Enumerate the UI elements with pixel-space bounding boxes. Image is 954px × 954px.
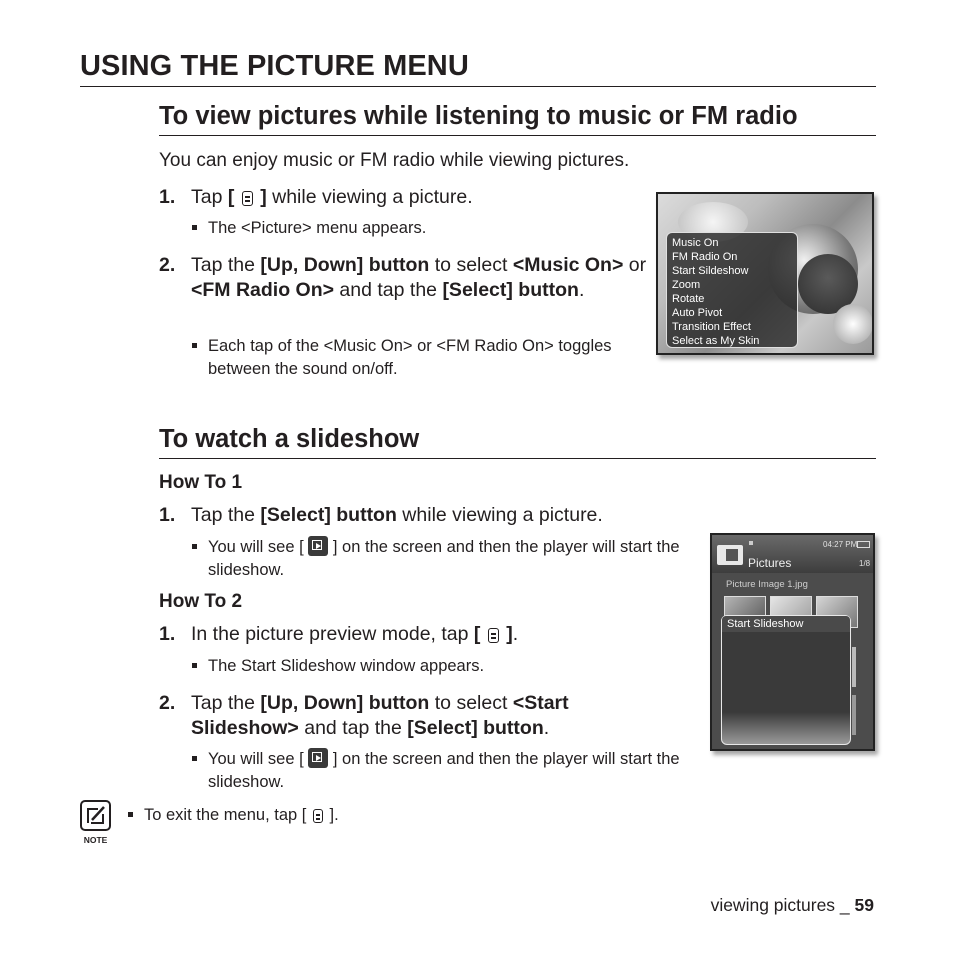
- popup-item-start-slideshow[interactable]: Start Slideshow: [722, 616, 850, 632]
- howto2-step2: 2. Tap the [Up, Down] button to select <Start Slideshow> and tap the [Select] button.: [159, 692, 569, 739]
- section1-heading: To view pictures while listening to music or FM radio: [159, 102, 798, 130]
- picture-menu-screenshot: [656, 192, 874, 355]
- menu-item-auto-pivot[interactable]: Auto Pivot: [672, 307, 723, 319]
- thumbnail-edge: [852, 647, 856, 687]
- start-slideshow-popup[interactable]: [721, 615, 851, 745]
- title-rule: [80, 86, 876, 87]
- howto2-step1: 1. In the picture preview mode, tap [ ].: [159, 623, 519, 645]
- bullet-marker: [192, 663, 197, 668]
- picture-count: 1/8: [859, 559, 871, 568]
- howto1-label: How To 1: [159, 472, 243, 493]
- note-text: To exit the menu, tap [ ].: [128, 804, 528, 827]
- bullet-marker: [128, 812, 133, 817]
- bullet-marker: [192, 343, 197, 348]
- menu-item-start-slideshow[interactable]: Start Sildeshow: [672, 265, 749, 277]
- section2-heading: To watch a slideshow: [159, 425, 420, 453]
- slideshow-icon: [308, 748, 328, 768]
- menu-item-transition-effect[interactable]: Transition Effect: [672, 321, 751, 333]
- status-dot-icon: [749, 541, 753, 545]
- section1-step2-bullet: Each tap of the <Music On> or <FM Radio On> toggles between the sound on/off.: [192, 335, 632, 381]
- menu-item-fm-radio-on[interactable]: FM Radio On: [672, 251, 738, 263]
- note-icon: [80, 800, 111, 831]
- howto1-step1-bullet: You will see [ ] on the screen and then the player will start the slideshow.: [192, 536, 697, 582]
- battery-icon: [857, 541, 870, 548]
- howto2-step2-bullet: You will see [ ] on the screen and then the player will start the slideshow.: [192, 748, 702, 794]
- page-footer: viewing pictures _ 59: [710, 895, 874, 915]
- bullet-marker: [192, 756, 197, 761]
- page-title: USING THE PICTURE MENU: [80, 50, 469, 82]
- clock-text: 04:27 PM: [823, 540, 858, 549]
- menu-icon: [313, 809, 323, 823]
- menu-item-zoom[interactable]: Zoom: [672, 279, 701, 291]
- pictures-browser-screenshot: [710, 533, 875, 751]
- menu-icon: [488, 628, 499, 643]
- section1-rule: [159, 135, 876, 136]
- picture-menu-popup[interactable]: [666, 232, 798, 348]
- thumbnail-edge: [852, 695, 856, 735]
- section1-step2: 2. Tap the [Up, Down] button to select <Music On> or <FM Radio On> and tap the [Select] button.: [159, 254, 647, 301]
- section1-step1: 1. Tap [ ] while viewing a picture.: [159, 186, 473, 208]
- howto2-label: How To 2: [159, 591, 243, 612]
- section1-step1-bullet: The <Picture> menu appears.: [192, 217, 632, 240]
- section2-rule: [159, 458, 876, 459]
- screen-title: Pictures: [748, 556, 792, 570]
- file-name: Picture Image 1.jpg: [726, 579, 808, 590]
- section1-intro: You can enjoy music or FM radio while viewing pictures.: [159, 150, 630, 171]
- menu-item-select-as-my-skin[interactable]: Select as My Skin: [672, 335, 760, 347]
- howto2-step1-bullet: The Start Slideshow window appears.: [192, 655, 672, 678]
- howto1-step1: 1. Tap the [Select] button while viewing a picture.: [159, 504, 603, 526]
- bullet-marker: [192, 544, 197, 549]
- slideshow-icon: [308, 536, 328, 556]
- menu-item-music-on[interactable]: Music On: [672, 237, 719, 249]
- pictures-folder-icon: [717, 545, 743, 565]
- bullet-marker: [192, 225, 197, 230]
- note-label: NOTE: [83, 835, 108, 845]
- menu-icon: [242, 191, 253, 206]
- menu-item-rotate[interactable]: Rotate: [672, 293, 705, 305]
